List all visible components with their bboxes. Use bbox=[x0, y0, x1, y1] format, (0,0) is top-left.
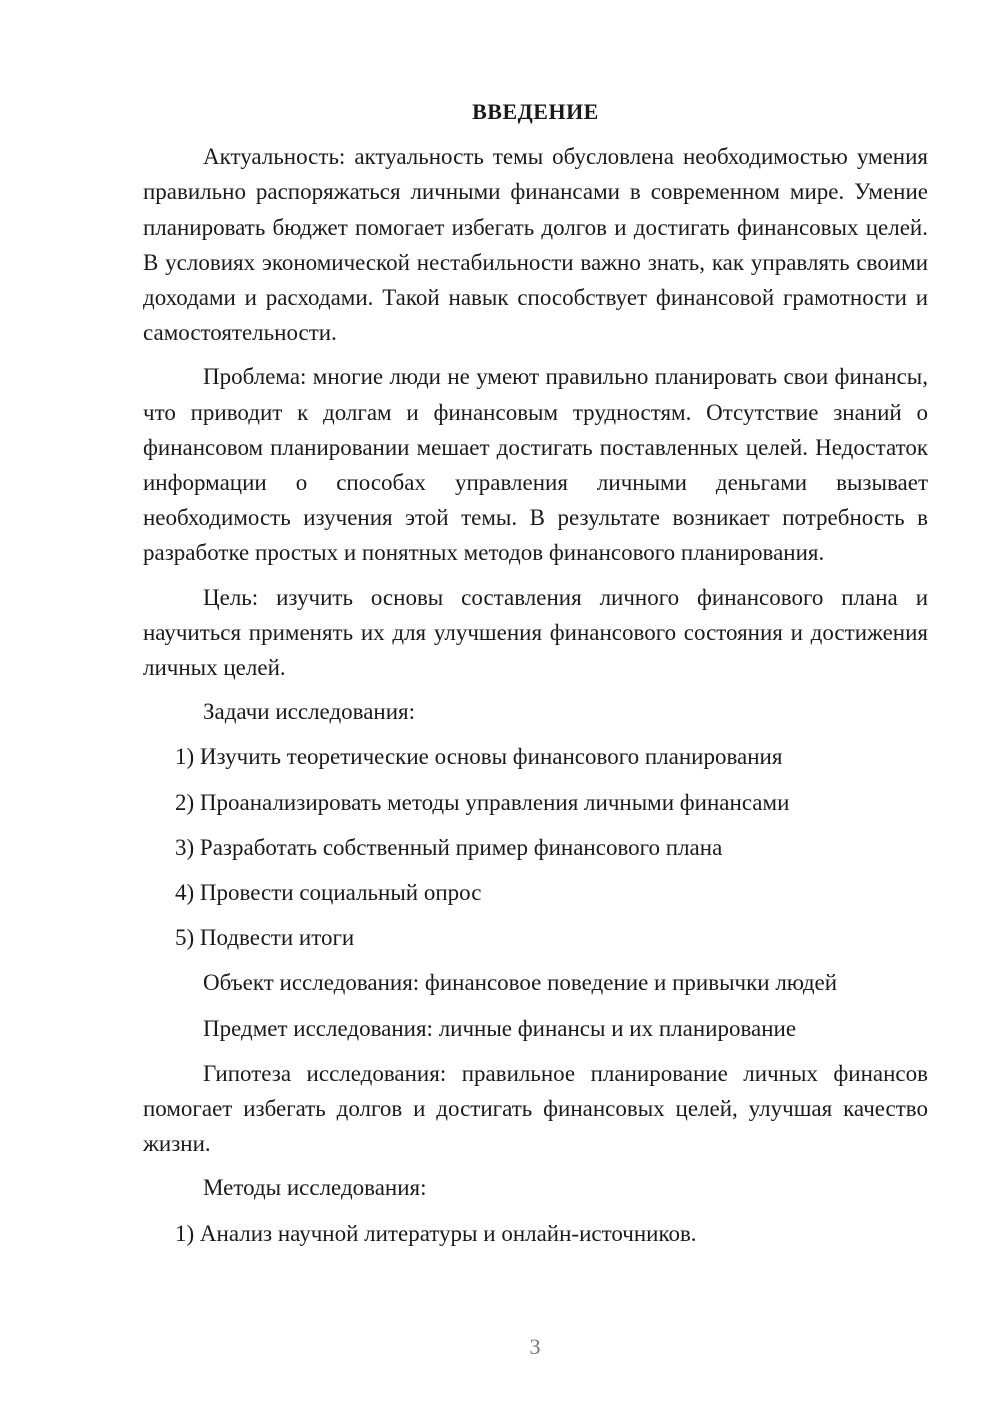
subject-line: Предмет исследования: личные финансы и их планирование bbox=[203, 1015, 797, 1041]
hypothesis-paragraph: Гипотеза исследования: правильное планирование личных финансов помогает избегать долгов и достигать финансовых целей, улучшая качество жизни. bbox=[143, 1060, 928, 1157]
methods-heading: Методы исследования: bbox=[203, 1175, 427, 1201]
tasks-heading: Задачи исследования: bbox=[203, 699, 416, 725]
list-item: 5) Подвести итоги bbox=[175, 925, 355, 951]
relevance-paragraph: Актуальность: актуальность темы обусловлена необходимостью умения правильно распоряжаться личными финансами в современном мире. Умение планировать бюджет помогает избегать долгов и достигать финансовых целей. В условиях экономической нестабильности важно знать, как управлять своими доходами и расходами. Такой навык способствует финансовой грамотности и самостоятельности. bbox=[143, 144, 928, 346]
section-title: ВВЕДЕНИЕ bbox=[472, 99, 599, 124]
list-item: 4) Провести социальный опрос bbox=[175, 880, 482, 906]
goal-paragraph: Цель: изучить основы составления личного финансового плана и научиться применять их для улучшения финансового состояния и достижения личных целей. bbox=[143, 584, 928, 681]
list-item: 3) Разработать собственный пример финансового плана bbox=[175, 834, 723, 860]
list-item: 1) Анализ научной литературы и онлайн-источников. bbox=[175, 1220, 697, 1246]
list-item: 1) Изучить теоретические основы финансового планирования bbox=[175, 744, 783, 770]
problem-paragraph: Проблема: многие люди не умеют правильно планировать свои финансы, что приводит к долгам и финансовым трудностям. Отсутствие знаний о финансовом планировании мешает достигать поставленных целей. Недостаток информации о способах управления личными деньгами вызывает необходимость изучения этой темы. В результате возникает потребность в разработке простых и понятных методов финансового планирования. bbox=[143, 364, 928, 566]
object-line: Объект исследования: финансовое поведение и привычки людей bbox=[203, 970, 838, 996]
methods-list bbox=[143, 1216, 928, 1251]
page-number: 3 bbox=[529, 1334, 541, 1359]
document-page bbox=[143, 94, 928, 1261]
list-item: 2) Проанализировать методы управления личными финансами bbox=[175, 789, 790, 815]
tasks-list bbox=[143, 739, 928, 955]
